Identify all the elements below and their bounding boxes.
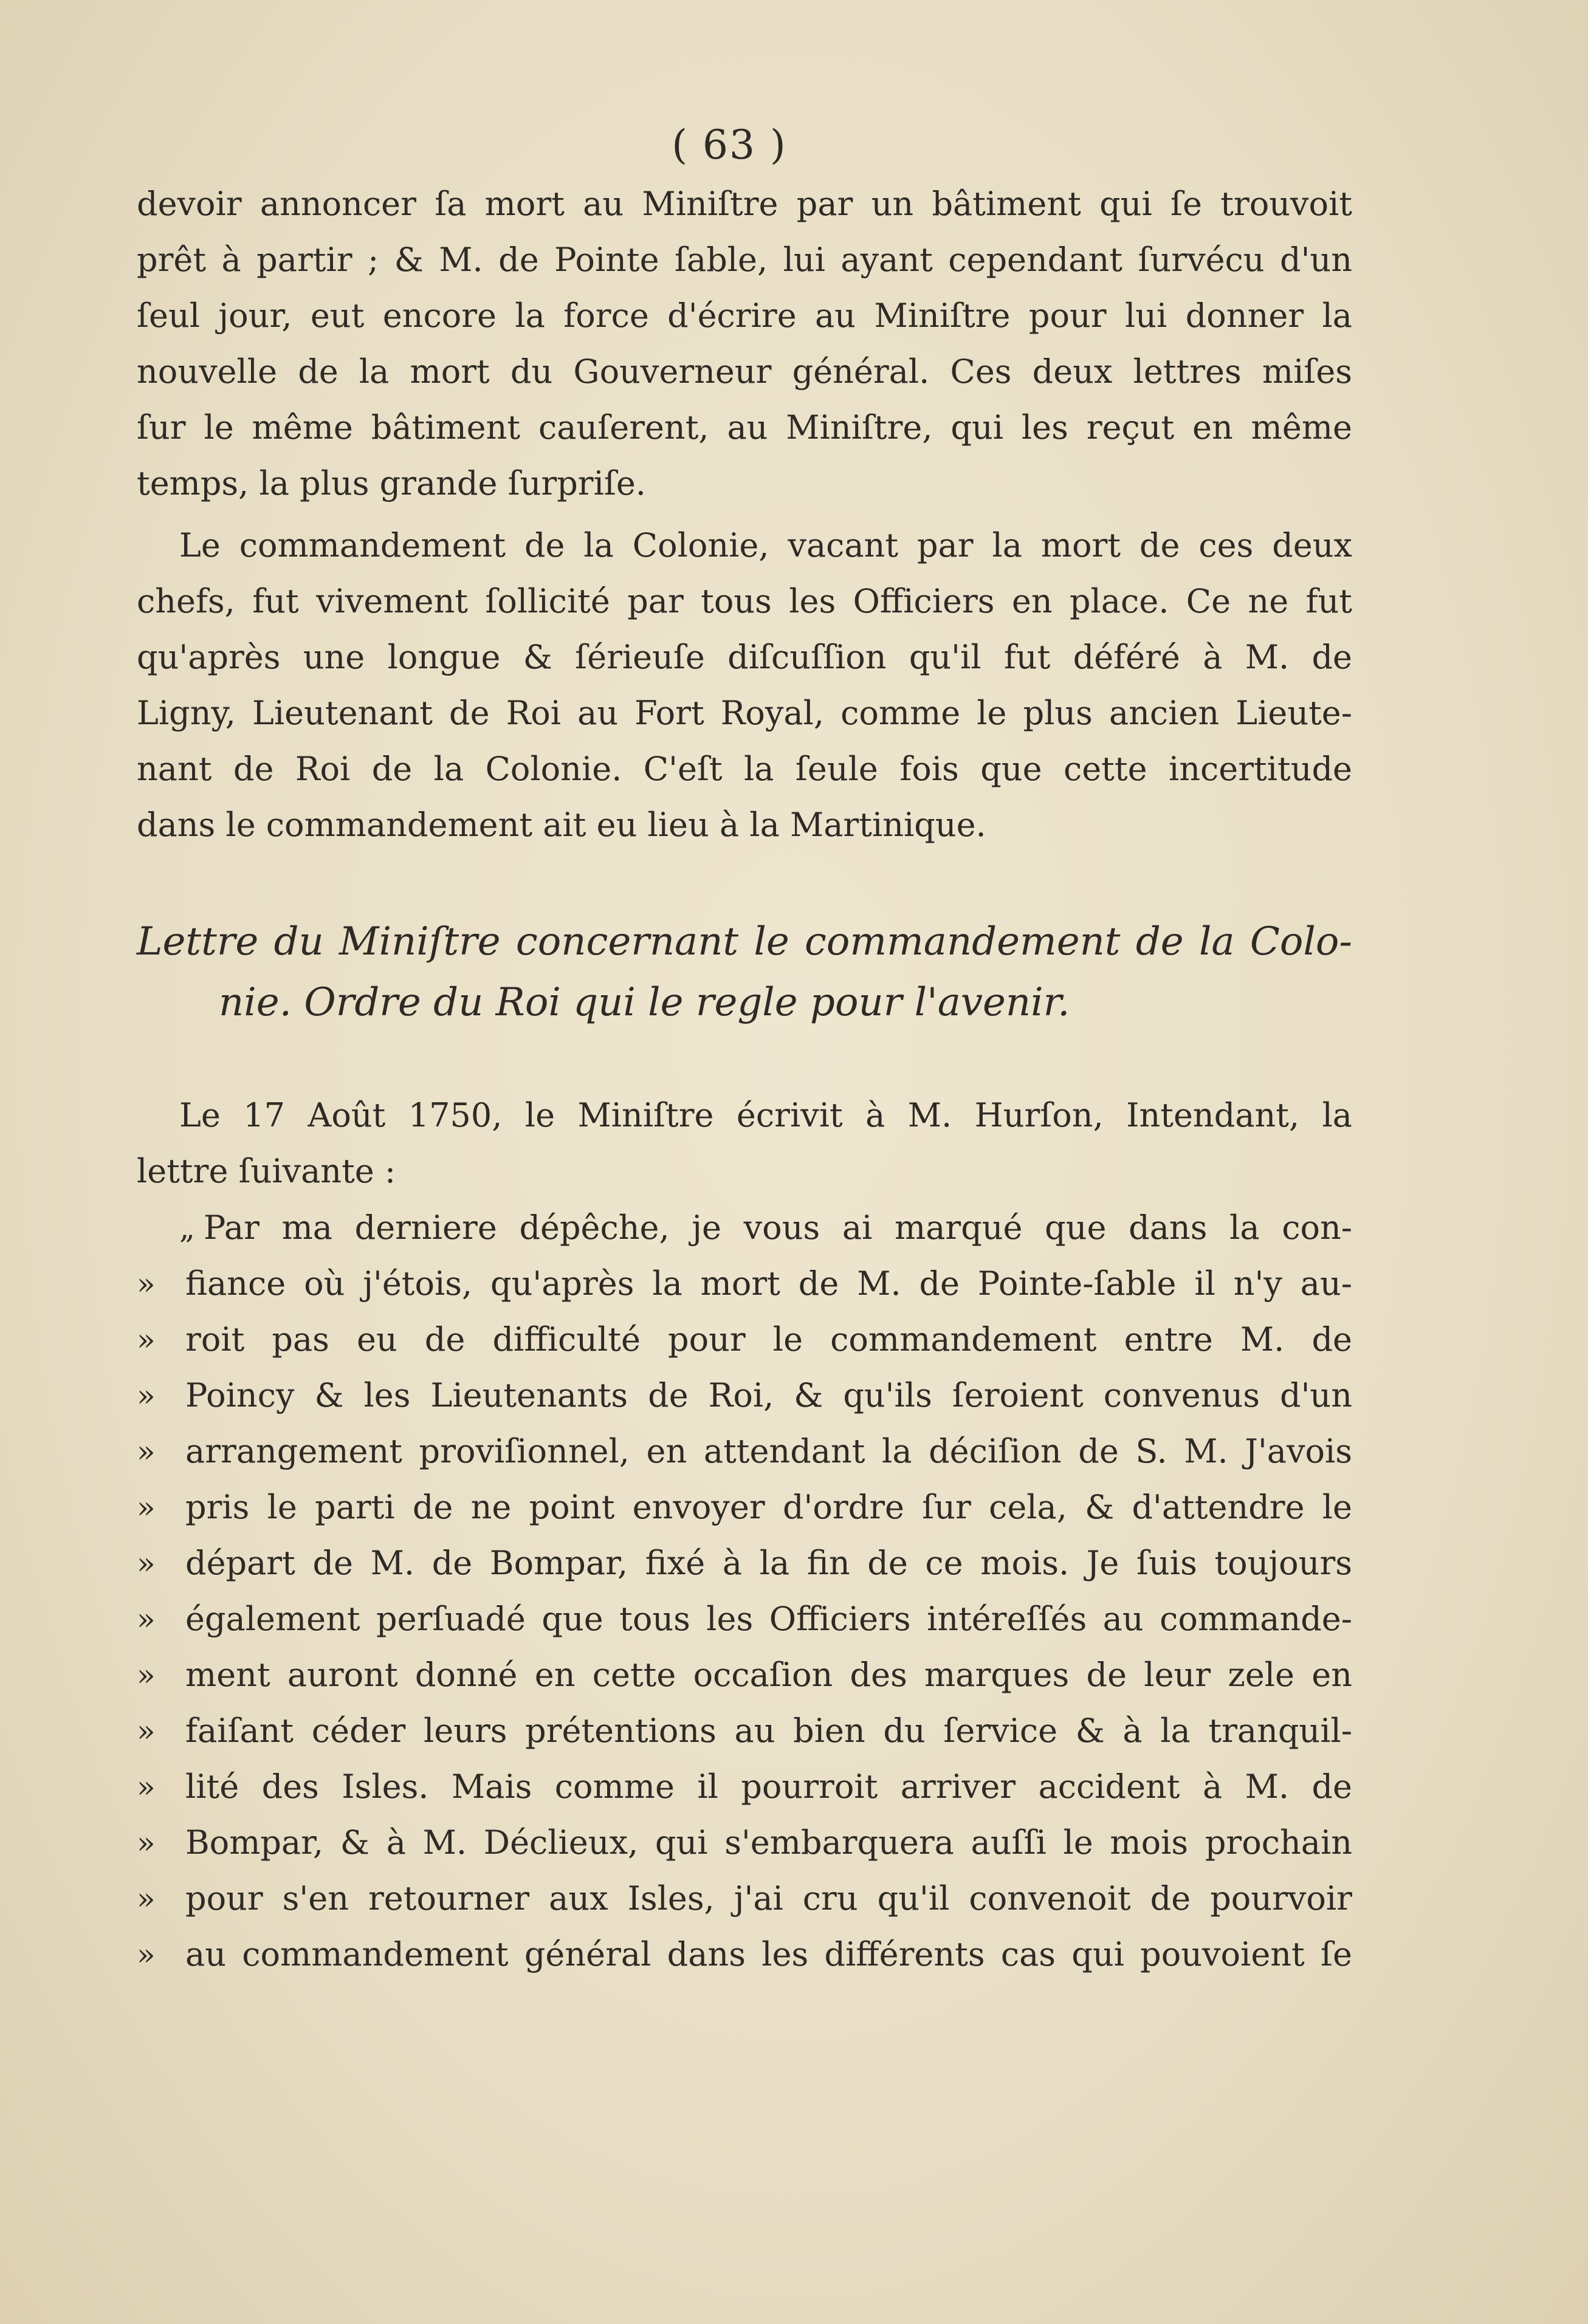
quote-mark: „ (179, 1210, 195, 1246)
quote-line-row (137, 1815, 1352, 1871)
text-line: Par ma derniere dépêche, je vous ai marqué que dans la con- (204, 1208, 1352, 1247)
section-heading (137, 911, 1352, 1033)
page-number: ( 63 ) (672, 122, 787, 168)
quote-mark: » (137, 1881, 156, 1916)
text-line: ſeul jour, eut encore la force d'écrire au Miniſtre pour lui donner la (137, 296, 1352, 335)
text-line: arrangement proviſionnel, en attendant la déciſion de S. M. J'avois (185, 1432, 1352, 1470)
quote-line-row (137, 1368, 1352, 1424)
text-line: Ligny, Lieutenant de Roi au Fort Royal, comme le plus ancien Lieute- (137, 694, 1352, 732)
quote-line-row (137, 1703, 1352, 1759)
quote-line-row (137, 1424, 1352, 1479)
heading-line: Lettre du Miniſtre concernant le commandement de la Colo- (137, 919, 1352, 964)
text-line: chefs, fut vivement ſollicité par tous les Officiers en place. Ce ne fut (137, 582, 1352, 620)
text-line: faiſant céder leurs prétentions au bien du ſervice & à la tranquil- (185, 1712, 1352, 1750)
text-line: Le 17 Août 1750, le Miniſtre écrivit à M. Hurſon, Intendant, la (179, 1096, 1352, 1134)
paragraph-commandement (137, 518, 1352, 853)
text-line: départ de M. de Bompar, fixé à la fin de ce mois. Je ſuis toujours (185, 1544, 1352, 1582)
text-line: pour s'en retourner aux Isles, j'ai cru qu'il convenoit de pourvoir (185, 1879, 1352, 1918)
quoted-letter (137, 1200, 1352, 1983)
text-line: pris le parti de ne point envoyer d'ordre ſur cela, & d'attendre le (185, 1488, 1352, 1526)
text-line: Bompar, & à M. Déclieux, qui s'embarquera auſſi le mois prochain (185, 1823, 1352, 1862)
text-line: lité des Isles. Mais comme il pourroit arriver accident à M. de (185, 1767, 1352, 1806)
quote-mark: » (137, 1490, 156, 1525)
quote-mark: » (137, 1602, 156, 1637)
text-line: prêt à partir ; & M. de Pointe ſable, lui ayant cependant ſurvécu d'un (137, 241, 1352, 279)
paragraph-lettre (137, 1088, 1352, 1199)
text-line: Le commandement de la Colonie, vacant par la mort de ces deux (179, 526, 1352, 564)
quote-mark: » (137, 1434, 156, 1469)
text-line: dans le commandement ait eu lieu à la Martinique. (137, 806, 986, 844)
text-line: temps, la plus grande ſurpriſe. (137, 464, 646, 502)
quote-line-row (137, 1647, 1352, 1703)
text-line: devoir annoncer ſa mort au Miniſtre par un bâtiment qui ſe trouvoit (137, 185, 1352, 223)
quote-line-row (137, 1591, 1352, 1647)
text-line: au commandement général dans les différents cas qui pouvoient ſe (185, 1935, 1352, 1973)
text-line: qu'après une longue & ſérieuſe diſcuſſion qu'il fut déféré à M. de (137, 638, 1352, 676)
quote-mark: » (137, 1769, 156, 1805)
text-line: ſur le même bâtiment cauſerent, au Miniſtre, qui les reçut en même (137, 408, 1352, 447)
quote-line-row (137, 1479, 1352, 1535)
text-line: lettre ſuivante : (137, 1152, 396, 1190)
heading-line: nie. Ordre du Roi qui le regle pour l'avenir. (219, 980, 1070, 1025)
quote-mark: » (137, 1657, 156, 1693)
quote-line-row (137, 1200, 1352, 1256)
quote-line-row (137, 1759, 1352, 1815)
text-line: Poincy & les Lieutenants de Roi, & qu'ils ſeroient convenus d'un (185, 1376, 1352, 1414)
text-line: nant de Roi de la Colonie. C'eſt la ſeule fois que cette incertitude (137, 750, 1352, 788)
quote-line-row (137, 1871, 1352, 1927)
paragraph-continued (137, 176, 1352, 512)
quote-line-row (137, 1927, 1352, 1983)
quote-mark: » (137, 1937, 156, 1972)
quote-mark: » (137, 1378, 156, 1413)
quote-mark: » (137, 1713, 156, 1749)
text-line: également perſuadé que tous les Officiers intéreſſés au commande- (185, 1600, 1352, 1638)
text-line: nouvelle de la mort du Gouverneur général. Ces deux lettres miſes (137, 352, 1352, 391)
quote-mark: » (137, 1322, 156, 1357)
quote-mark: » (137, 1266, 156, 1301)
quote-mark: » (137, 1825, 156, 1860)
quote-mark: » (137, 1546, 156, 1581)
text-line: ment auront donné en cette occaſion des marques de leur zele en (185, 1656, 1352, 1694)
text-line: roit pas eu de difficulté pour le commandement entre M. de (185, 1320, 1352, 1359)
quote-line-row (137, 1312, 1352, 1368)
text-line: fiance où j'étois, qu'après la mort de M. de Pointe-ſable il n'y au- (185, 1264, 1352, 1303)
quote-line-row (137, 1256, 1352, 1312)
quote-line-row (137, 1535, 1352, 1591)
